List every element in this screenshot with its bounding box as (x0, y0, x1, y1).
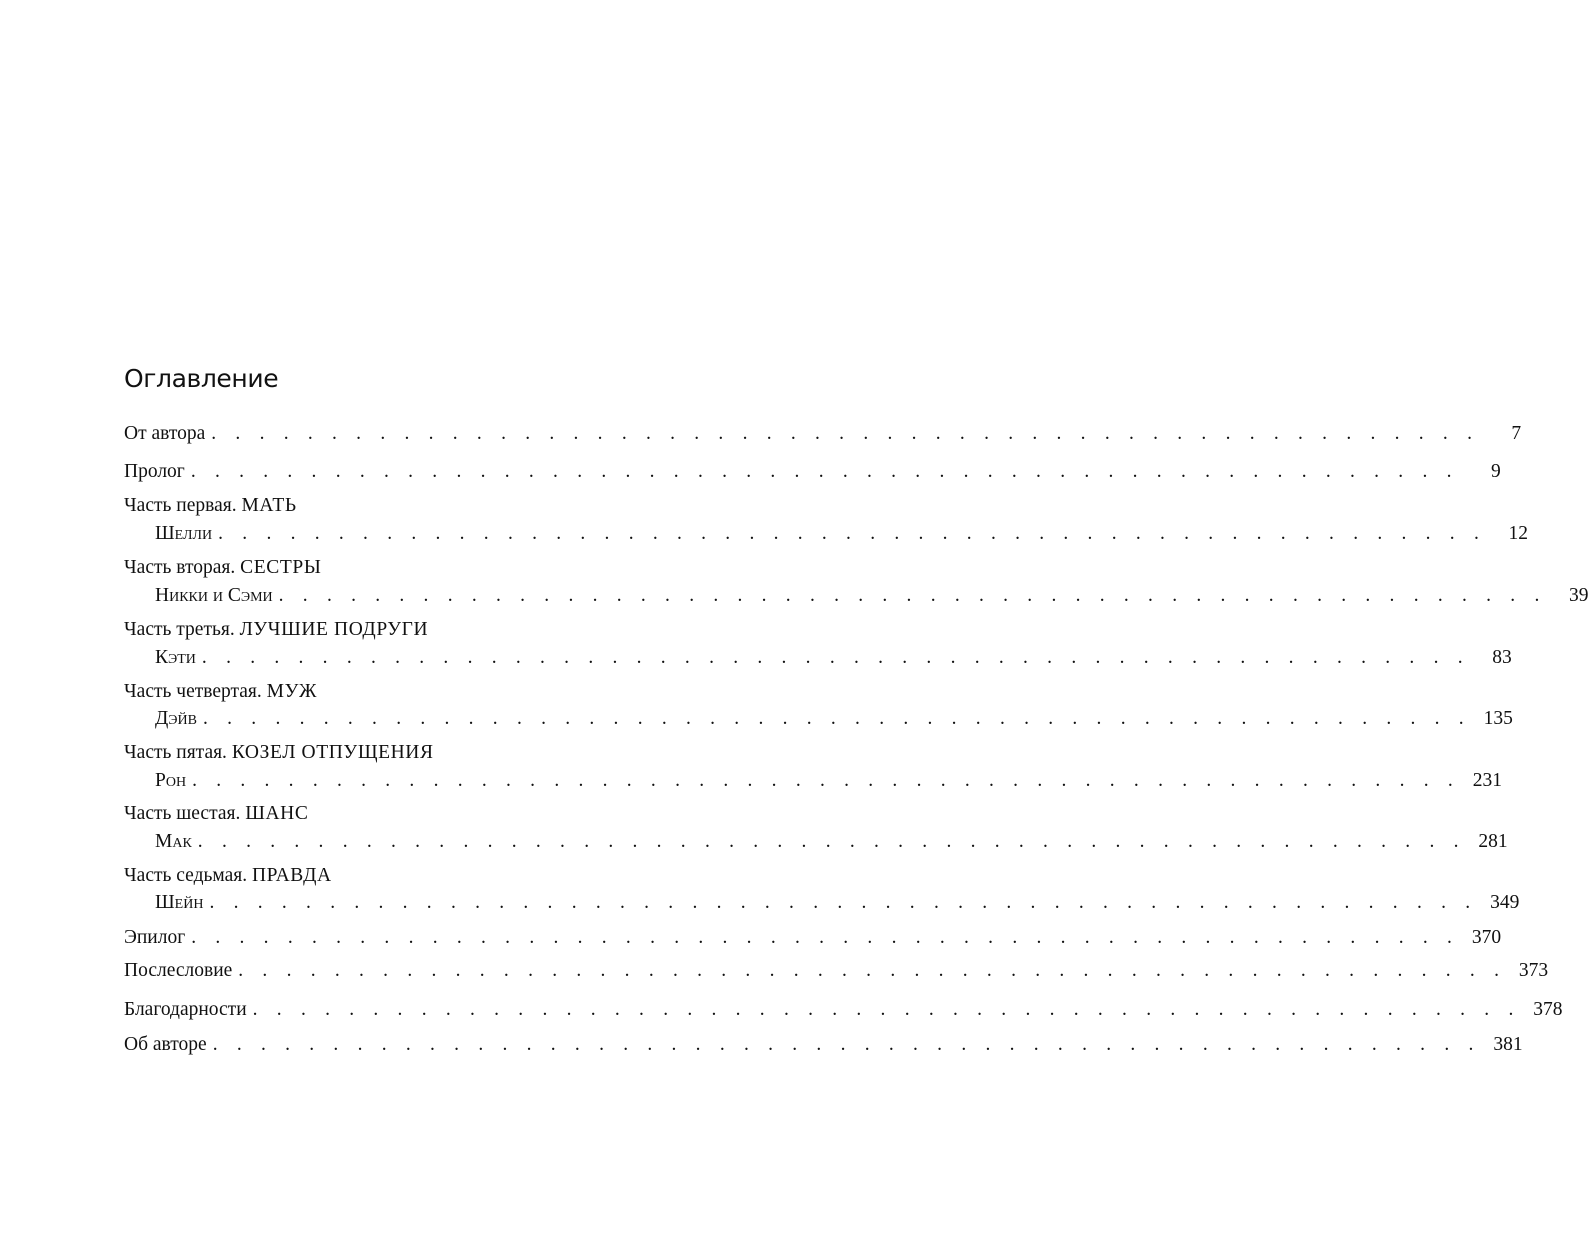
toc-entry-title: Мак (155, 831, 192, 852)
toc-page-number: 349 (1490, 892, 1520, 913)
toc-entry-prologue[interactable] (124, 459, 1501, 485)
leader-dots: . . . . . . . . . . . . . . . . . . . . . . . . . . . . . . . . . . . . . . . . . . . . . . . . . . . . . (252, 999, 1521, 1020)
part-label: Часть третья. (124, 619, 235, 640)
leader-dots: . . . . . . . . . . . . . . . . . . . . . . . . . . . . . . . . . . . . . . . . . . . . . . . . . . . . . (190, 461, 1459, 482)
toc-entry-chapter[interactable] (124, 583, 1589, 609)
leader-dots: . . . . . . . . . . . . . . . . . . . . . . . . . . . . . . . . . . . . . . . . . . . . . . . . . . . . . (203, 708, 1471, 729)
leader-dots: . . . . . . . . . . . . . . . . . . . . . . . . . . . . . . . . . . . . . . . . . . . . . . . . . . . . . (212, 1034, 1481, 1055)
toc-page-number: 9 (1490, 461, 1501, 482)
toc-entry-title: Эпилог (124, 927, 186, 948)
leader-dots: . . . . . . . . . . . . . . . . . . . . . . . . . . . . . . . . . . . . . . . . . . . . . . . . . . . . . (209, 892, 1478, 913)
toc-page-number: 7 (1511, 423, 1522, 444)
part-name: КОЗЕЛ ОТПУЩЕНИЯ (231, 742, 434, 763)
toc-entry-title: Шелли (155, 523, 213, 544)
part-label: Часть шестая. (124, 803, 241, 824)
leader-dots: . . . . . . . . . . . . . . . . . . . . . . . . . . . . . . . . . . . . . . . . . . . . . . . . . . . . . (238, 960, 1507, 981)
part-name: МАТЬ (241, 495, 297, 516)
toc-page-number: 281 (1478, 831, 1508, 852)
toc-page-number: 231 (1472, 770, 1502, 791)
toc-entry-about-author[interactable] (124, 1032, 1523, 1058)
toc-page-number: 83 (1492, 647, 1512, 668)
leader-dots: . . . . . . . . . . . . . . . . . . . . . . . . . . . . . . . . . . . . . . . . . . . . . . . . . . . . . (218, 523, 1487, 544)
leader-dots: . . . . . . . . . . . . . . . . . . . . . . . . . . . . . . . . . . . . . . . . . . . . . . . . . . . . . (191, 927, 1460, 948)
part-name: ПРАВДА (251, 865, 332, 886)
toc-page-number: 370 (1471, 927, 1502, 948)
leader-dots: . . . . . . . . . . . . . . . . . . . . . . . . . . . . . . . . . . . . . . . . . . . . . . . . . . . . . (192, 770, 1460, 791)
page-title: Оглавление (124, 364, 279, 393)
leader-dots: . . . . . . . . . . . . . . . . . . . . . . . . . . . . . . . . . . . . . . . . . . . . . . . . . . . . . (197, 831, 1466, 852)
toc-entry-chapter[interactable] (124, 768, 1502, 794)
toc-page-number: 373 (1518, 960, 1549, 981)
part-name: МУЖ (266, 681, 318, 702)
toc-entry-title: Об авторе (124, 1034, 207, 1055)
leader-dots: . . . . . . . . . . . . . . . . . . . . . . . . . . . . . . . . . . . . . . . . . . . . . . . . . . . . . (211, 423, 1480, 444)
toc-entry-title: Шейн (155, 892, 204, 913)
toc-entry-title: Никки и Сэми (155, 585, 273, 606)
toc-entry-title: От автора (124, 423, 206, 444)
toc-page-number: 39 (1569, 585, 1589, 606)
toc-part-heading (124, 617, 690, 643)
toc-part-heading (124, 493, 690, 519)
toc-part-heading (124, 863, 690, 889)
part-label: Часть пятая. (124, 742, 227, 763)
toc-entry-chapter[interactable] (124, 521, 1529, 547)
toc-page-number: 12 (1508, 523, 1529, 544)
part-name: ЛУЧШИЕ ПОДРУГИ (239, 619, 429, 640)
part-label: Часть вторая. (124, 557, 236, 578)
toc-part-heading (124, 679, 690, 705)
toc-page-number: 381 (1493, 1034, 1523, 1055)
leader-dots: . . . . . . . . . . . . . . . . . . . . . . . . . . . . . . . . . . . . . . . . . . . . . . . . . . . . . (278, 585, 1547, 606)
part-label: Часть седьмая. (124, 865, 248, 886)
toc-page-number: 135 (1483, 708, 1513, 729)
toc-entry-epilogue[interactable] (124, 925, 1502, 951)
toc-entry-title: Дэйв (155, 708, 197, 729)
toc-entry-title: Послесловие (124, 960, 233, 981)
toc-part-heading (124, 740, 690, 766)
toc-part-heading (124, 555, 690, 581)
toc-entry-acknowledgements[interactable] (124, 997, 1563, 1023)
leader-dots: . . . . . . . . . . . . . . . . . . . . . . . . . . . . . . . . . . . . . . . . . . . . . . . . . . . . . (201, 647, 1470, 668)
part-label: Часть первая. (124, 495, 237, 516)
toc-entry-author-note[interactable] (124, 421, 1522, 447)
toc-entry-chapter[interactable] (124, 890, 1520, 916)
part-name: СЕСТРЫ (240, 557, 322, 578)
toc-entry-chapter[interactable] (124, 829, 1508, 855)
toc-entry-title: Рон (155, 770, 187, 791)
part-name: ШАНС (245, 803, 309, 824)
toc-entry-title: Благодарности (124, 999, 247, 1020)
toc-entry-chapter[interactable] (124, 706, 1513, 732)
toc-entry-title: Пролог (124, 461, 185, 482)
part-label: Часть четвертая. (124, 681, 262, 702)
toc-part-heading (124, 801, 690, 827)
toc-page-number: 378 (1533, 999, 1563, 1020)
toc-entry-afterword[interactable] (124, 958, 1549, 984)
toc-entry-chapter[interactable] (124, 645, 1512, 671)
toc-entry-title: Кэти (155, 647, 196, 668)
